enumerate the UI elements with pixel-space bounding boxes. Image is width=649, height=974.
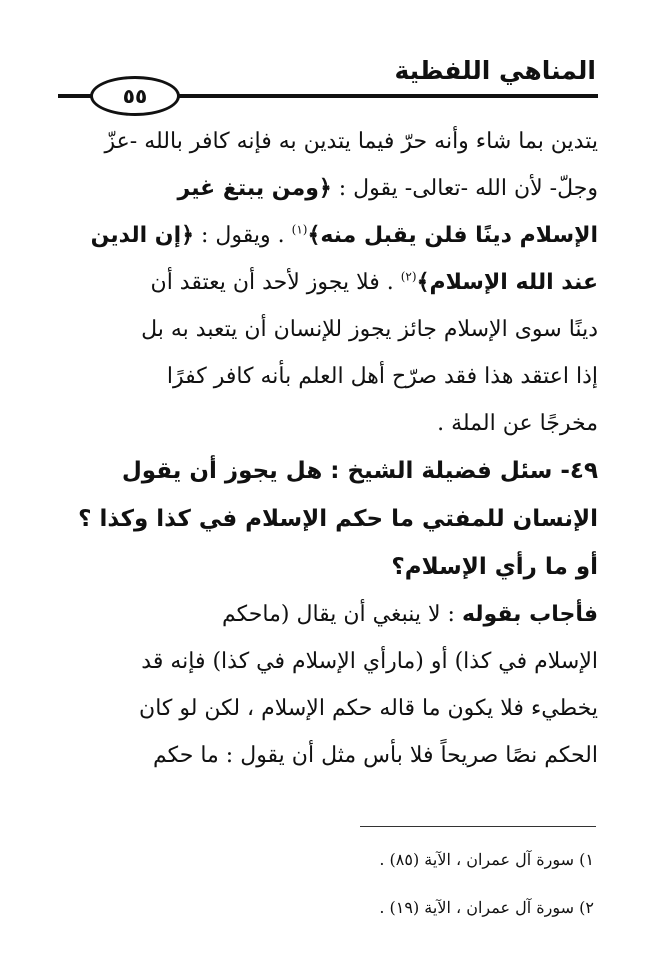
text-line-2-pre: وجلّ- لأن الله -تعالى- يقول : (331, 176, 598, 201)
text-line-1: يتدين بما شاء وأنه حرّ فيما يتدين به فإنه كافر بالله -عزّ (104, 129, 598, 154)
text-line-4-post: . فلا يجوز لأحد أن يعتقد أن (150, 270, 401, 295)
text-line-5: دينًا سوى الإسلام جائز يجوز للإنسان أن يتعبد به بل (141, 317, 598, 342)
answer-line-1-rest: : لا ينبغي أن يقال (ماحكم (222, 602, 462, 627)
running-title: المناهي اللفظية (394, 56, 596, 85)
answer-line-3: يخطيء فلا يكون ما قاله حكم الإسلام ، لكن لو كان (139, 696, 598, 721)
page-number: ٥٥ (90, 76, 180, 116)
footnote-1: ١) سورة آل عمران ، الآية (٨٥) . (379, 850, 594, 869)
footnote-ref-2: (٢) (400, 269, 417, 284)
page-header (58, 56, 598, 106)
answer-line-4: الحكم نصًا صريحاً فلا بأس مثل أن يقول : ما حكم (152, 743, 598, 768)
answer-line-1 (50, 591, 598, 638)
question-line-2: الإنسان للمفتي ما حكم الإسلام في كذا وكذا ؟ (78, 506, 598, 532)
quran-quote-2-start: ﴿إن الدين (90, 223, 195, 248)
text-line-4 (50, 259, 598, 306)
footnote-ref-1: (١) (291, 222, 308, 237)
question-line-3: أو ما رأي الإسلام؟ (391, 554, 598, 580)
quran-quote-2-end: عند الله الإسلام﴾ (416, 270, 598, 295)
text-line-3-post: . ويقول : (194, 223, 292, 248)
footnote-2: ٢) سورة آل عمران ، الآية (١٩) . (379, 898, 594, 917)
answer-line-2: الإسلام في كذا) أو (مارأي الإسلام في كذا) فإنه قد (141, 649, 598, 674)
answer-lead: فأجاب بقوله (461, 602, 598, 627)
quran-quote-1-end: الإسلام دينًا فلن يقبل منه﴾ (307, 223, 598, 248)
text-line-6: إذا اعتقد هذا فقد صرّح أهل العلم بأنه كافر كفرًا (166, 364, 598, 389)
text-line-7: مخرجًا عن الملة . (437, 411, 598, 436)
footnotes (60, 836, 594, 932)
footnote-separator (360, 826, 596, 827)
quran-quote-1-start: ﴿ومن يبتغ غير (177, 176, 332, 201)
text-line-2 (50, 165, 598, 212)
body-text (50, 118, 598, 779)
question-line-1: ٤٩- سئل فضيلة الشيخ : هل يجوز أن يقول (121, 458, 598, 484)
text-line-3 (50, 212, 598, 259)
